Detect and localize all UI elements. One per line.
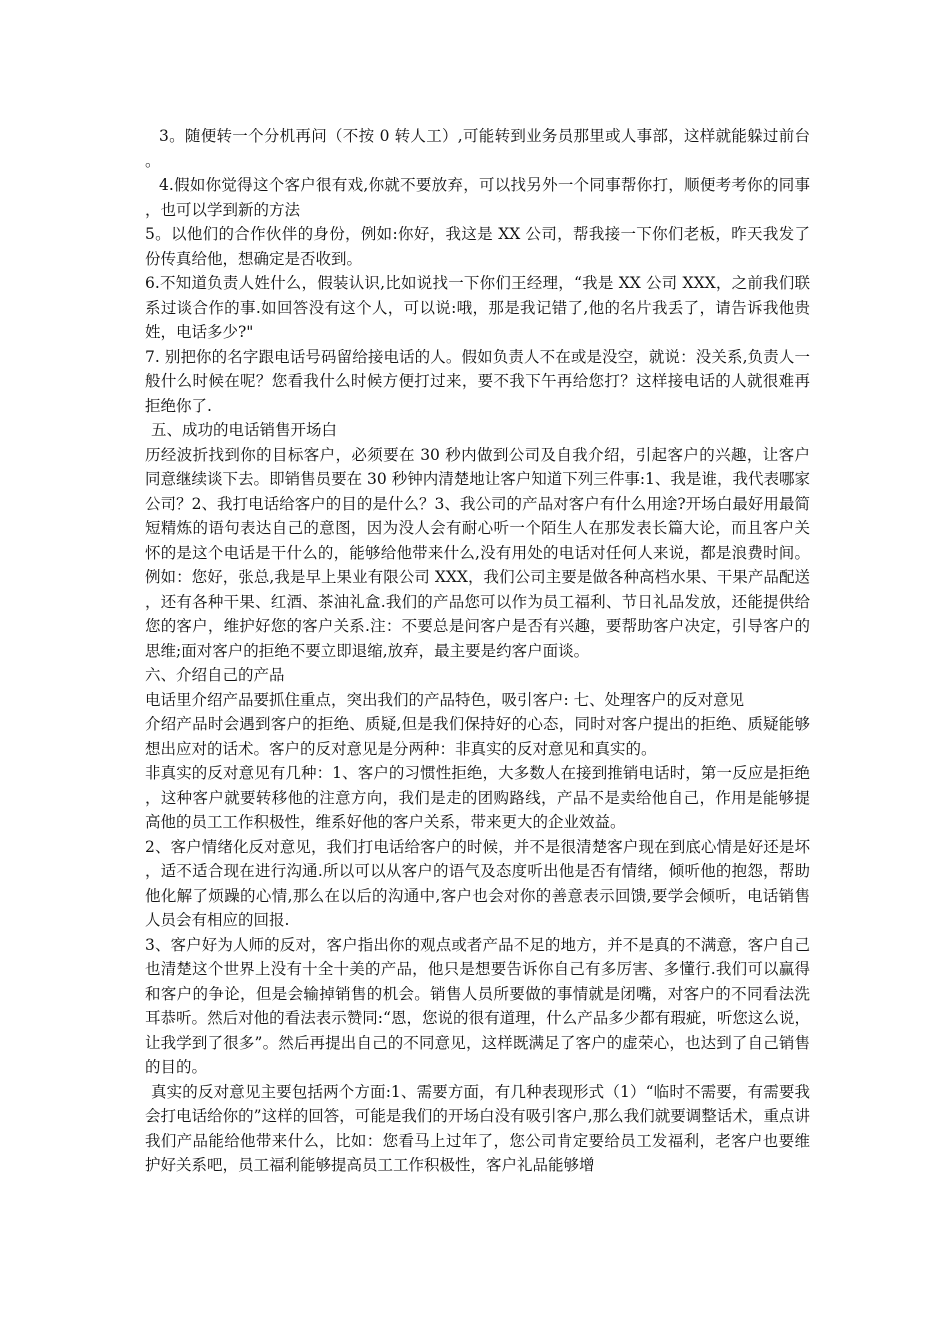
document-body [145,124,810,1178]
paragraph-step-6: 6.不知道负责人姓什么，假装认识,比如说找一下你们王经理，“我是 XX 公司 XXX，之前我们联系过谈合作的事.如回答没有这个人，可以说:哦，那是我记错了,他的名片我丢了，请告诉我他贵姓，电话多少?" [145,274,810,341]
paragraph-objection-emotional: 2、客户情绪化反对意见，我们打电话给客户的时候，并不是很清楚客户现在到底心情是好还是坏，适不适合现在进行沟通.所以可以从客户的语气及态度听出他是否有情绪，倾听他的抱怨，帮助他化解了烦躁的心情,那么在以后的沟通中,客户也会对你的善意表示回馈,要学会倾听，电话销售人员会有相应的回报. [145,837,810,929]
section-heading-product: 六、介绍自己的产品 [145,666,285,684]
paragraph-opening: 历经波折找到你的目标客户，必须要在 30 秒内做到公司及自我介绍，引起客户的兴趣，让客户同意继续谈下去。即销售员要在 30 秒钟内清楚地让客户知道下列三件事:1、我是谁，我代表哪家公司？2、我打电话给客户的目的是什么？3、我公司的产品对客户有什么用途?开场白最好用最简短精炼的语句表达自己的意图，因为没人会有耐心听一个陌生人在那发表长篇大论，而且客户关怀的是这个电话是干什么的，能够给他带来什么,没有用处的电话对任何人来说，都是浪费时间。例如：您好，张总,我是早上果业有限公司 XXX，我们公司主要是做各种高档水果、干果产品配送，还有各种干果、红酒、茶油礼盒.我们的产品您可以作为员工福利、节日礼品发放，还能提供给您的客户，维护好您的客户关系.注：不要总是问客户是否有兴趣，要帮助客户决定，引导客户的思维;面对客户的拒绝不要立即退缩,放弃，最主要是约客户面谈。 [145,445,810,660]
paragraph-step-3: 3。随便转一个分机再问（不按 0 转人工）,可能转到业务员那里或人事部，这样就能躲过前台。 [145,127,810,170]
section-heading-opening: 五、成功的电话销售开场白 [151,421,338,439]
paragraph-objection-real: 真实的反对意见主要包括两个方面:1、需要方面，有几种表现形式（1）“临时不需要，有需要我会打电话给你的”这样的回答，可能是我们的开场白没有吸引客户,那么我们就要调整话术，重点讲我们产品能给他带来什么，比如：您看马上过年了，您公司肯定要给员工发福利，老客户也要维护好关系吧，员工福利能够提高员工工作积极性，客户礼品能够增 [145,1082,810,1174]
paragraph-objection-habitual: 非真实的反对意见有几种：1、客户的习惯性拒绝，大多数人在接到推销电话时，第一反应是拒绝，这种客户就要转移他的注意方向，我们是走的团购路线，产品不是卖给他自己，作用是能够提高他的员工工作积极性，维系好他的客户关系，带来更大的企业效益。 [145,764,810,831]
paragraph-step-4: 4.假如你觉得这个客户很有戏,你就不要放弃，可以找另外一个同事帮你打，顺便考考你的同事，也可以学到新的方法 [145,176,810,219]
paragraph-objections-intro: 介绍产品时会遇到客户的拒绝、质疑,但是我们保持好的心态，同时对客户提出的拒绝、质疑能够想出应对的话术。客户的反对意见是分两种：非真实的反对意见和真实的。 [145,715,810,758]
paragraph-step-7: 7. 别把你的名字跟电话号码留给接电话的人。假如负责人不在或是没空，就说：没关系,负责人一般什么时候在呢？您看我什么时候方便打过来，要不我下午再给您打？这样接电话的人就很难再拒绝你了. [145,347,810,415]
paragraph-product-intro: 电话里介绍产品要抓住重点，突出我们的产品特色，吸引客户: 七、处理客户的反对意见 [145,690,745,709]
paragraph-step-5: 5。以他们的合作伙伴的身份，例如:你好，我这是 XX 公司，帮我接一下你们老板，昨天我发了份传真给他，想确定是否收到。 [145,225,810,268]
paragraph-objection-know-it-all: 3、客户好为人师的反对，客户指出你的观点或者产品不足的地方，并不是真的不满意，客户自己也清楚这个世界上没有十全十美的产品，他只是想要告诉你自己有多厉害、多懂行.我们可以赢得和客户的争论，但是会输掉销售的机会。销售人员所要做的事情就是闭嘴，对客户的不同看法洗耳恭听。然后对他的看法表示赞同:“恩，您说的很有道理，什么产品多少都有瑕疵，听您这么说，让我学到了很多”。然后再提出自己的不同意见，这样既满足了客户的虚荣心，也达到了自己销售的目的。 [145,935,810,1076]
